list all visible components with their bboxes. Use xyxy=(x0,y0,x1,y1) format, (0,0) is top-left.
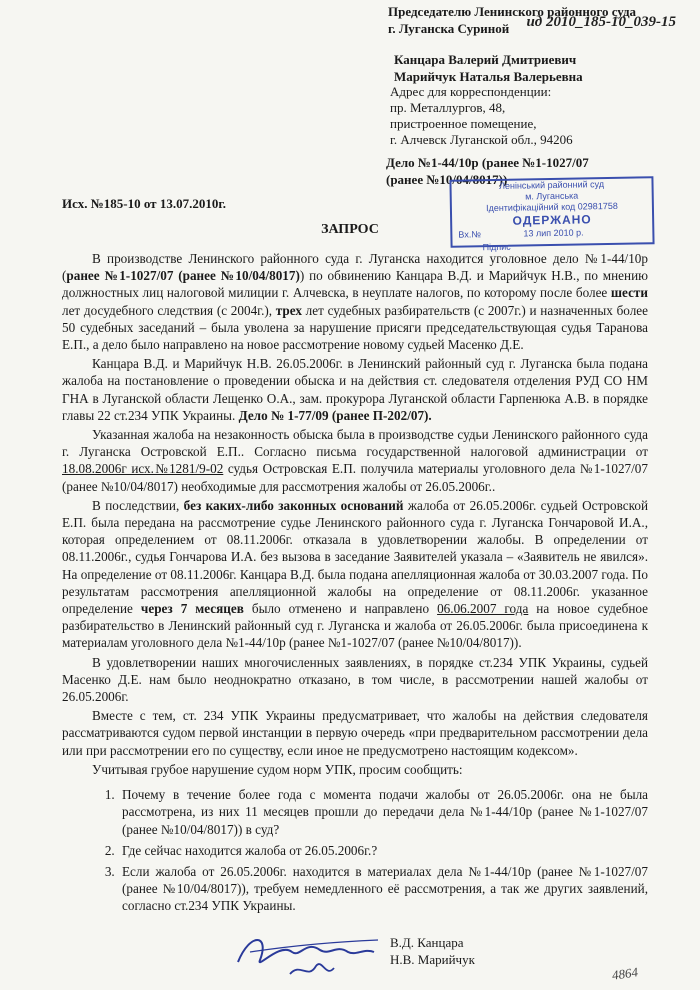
signer-name: В.Д. Канцара xyxy=(390,935,464,950)
text: В производстве Ленинского районного суда г. Луганска находится уголовное дело №1-44/10р ( xyxy=(62,251,648,284)
file-reference: ид 2010_185-10_039-15 xyxy=(526,14,676,30)
sender-name: Канцара Валерий Дмитриевич xyxy=(394,52,577,67)
case-number-line: (ранее №10/04/8017)) xyxy=(386,172,508,187)
paragraph xyxy=(62,355,648,424)
text-underlined: 18.08.2006г исх.№1281/9-02 xyxy=(62,461,224,477)
text-bold: трех xyxy=(275,302,302,318)
text: ) по обвинению Канцара В.Д. и Марийчук Н.В., по мнению должностных лиц налоговой милиции г. Алчевска, в неуплате налогов, по которому после более xyxy=(62,268,648,301)
text: судья Островская Е.П. получила материалы уголовного дела №1-1027/07 (ранее №10/04/8017) необходимые для рассмотрения жалобы от 26.05.2006г.. xyxy=(62,461,648,494)
text-underlined: 06.06.2007 года xyxy=(437,601,529,617)
paragraph: Учитывая грубое нарушение судом норм УПК, просим сообщить: xyxy=(92,761,463,777)
text: на новое судебное разбирательство в Ленинский районный суд г. Луганска и жалоба от 26.05.2006г. была присоединена к материалам уголовного дела №1-44/10р (ранее №1-1027/07 (ранее №10/04/8017)). xyxy=(62,601,649,651)
stamp-sign-label: Підпис xyxy=(482,241,511,253)
stamp-in-label: Вх.№ xyxy=(458,229,482,240)
request-item: 1. Почему в течение более года с момента подачи жалобы от 26.05.2006г. она не была рассмотрена, из них 11 месяцев прошли до передачи дела №1-44/10р (ранее №1-1027/07 (ранее №10/04/8017)) в суд? xyxy=(118,786,648,838)
text-bold: через 7 месяцев xyxy=(140,601,244,617)
case-number-line: Дело №1-44/10р (ранее №1-1027/07 xyxy=(386,155,589,170)
text-bold: шести xyxy=(610,285,648,301)
address-line: пристроенное помещение, xyxy=(390,116,537,131)
sender-name: Марийчук Наталья Валерьевна xyxy=(394,69,583,84)
addressee-line: Председателю Ленинского районного суда xyxy=(388,4,637,19)
document-title: ЗАПРОС xyxy=(321,222,379,237)
handwritten-signature xyxy=(230,922,380,982)
outgoing-number: Исх. №185-10 от 13.07.2010г. xyxy=(62,196,227,211)
paragraph xyxy=(62,426,648,495)
request-item: 2. Где сейчас находится жалоба от 26.05.2006г.? xyxy=(118,842,648,859)
paragraph: В удовлетворении наших многочисленных заявлениях, в порядке ст.234 УПК Украины, судьей Масенко Д.Е. нам было неоднократно отказано, в том числе, в рассмотрении нашей жалобы от 26.05.2006г. xyxy=(62,654,648,705)
addressee-block xyxy=(388,3,636,37)
document-body xyxy=(62,250,648,919)
text: Указанная жалоба на незаконность обыска была в производстве судьи Ленинского районного суда г. Луганска Островской Е.П.. Согласно письма государственной налоговой администрации от xyxy=(62,427,648,460)
text: В последствии, xyxy=(92,497,184,513)
stamp-received: ОДЕРЖАНО xyxy=(512,212,592,228)
addressee-line: г. Луганска Суриной xyxy=(388,21,510,36)
text: было отменено и направлено xyxy=(243,601,438,617)
signers-block xyxy=(390,934,475,968)
stamp-code: Ідентифікаційний код 02981758 xyxy=(485,200,618,214)
text-bold: без каких-либо законных оснований xyxy=(183,497,404,513)
text: лет досудебного следствия (с 2004г.), xyxy=(62,302,276,318)
correspondence-address xyxy=(390,84,573,148)
text-bold: ранее №1-1027/07 (ранее №10/04/8017) xyxy=(66,268,300,284)
paragraph xyxy=(62,250,648,353)
handwritten-number: 4864 xyxy=(611,964,639,983)
stamp-city: м. Луганська xyxy=(525,190,579,202)
text: лет судебных разбирательств (с 2007г.) и назначенных более 50 судебных заседаний – была уволена за нарушение присяги председательствующая судья Таранова Е.П., а дело было направлено на новое рассмотрение новому судьей Масенко Д.Е. xyxy=(62,302,648,353)
paragraph xyxy=(62,497,648,652)
address-line: пр. Металлургов, 48, xyxy=(390,100,506,115)
text: жалоба от 26.05.2006г. судьей Островской Е.П. была передана на рассмотрение судье Ленинского районного суда г. Луганска Гончаровой И.А., которая определением от 08.11.2006г. отказала в удовлетворении жалобы. В определении от 08.11.2006г., судья Гончарова И.А. без вызова в заседание Заявителей указала – «Заявитель не явился». На определение от 08.11.2006г. Канцара В.Д. была подана апелляционная жалоба от 30.03.2007 года. По результатам рассмотрения апелляционной жалобы на определение от 08.11.2006г. указанное определение xyxy=(62,497,649,617)
request-item: 3. Если жалоба от 26.05.2006г. находится в материалах дела №1-44/10р (ранее №1-1027/07 (ранее №10/04/8017)), требуем немедленного её рассмотрения, а так же других заявлений, согласно ст.234 УПК Украины. xyxy=(118,863,648,915)
request-list xyxy=(62,786,648,914)
text: Канцара В.Д. и Марийчук Н.В. 26.05.2006г. в Ленинский районный суд г. Луганска была подана жалоба на постановление о проведении обыска и на действия ст. следователя отделения РУД СО НМ ГНА в Луганской области Лещенко О.А., зам. прокурора Луганской области Гарпенюка А.В. в порядке главы 22 ст.234 УПК Украины. xyxy=(62,356,648,423)
paragraph: Вместе с тем, ст. 234 УПК Украины предусматривает, что жалобы на действия следователя рассматриваются судом первой инстанции в первую очередь «при предварительном рассмотрении дела или при рассмотрении его по существу, если иное не предусмотрено настоящим кодексом». xyxy=(62,708,648,758)
senders-block xyxy=(394,51,583,85)
address-line: г. Алчевск Луганской обл., 94206 xyxy=(390,132,573,147)
signer-name: Н.В. Марийчук xyxy=(390,952,475,967)
address-label: Адрес для корреспонденции: xyxy=(390,84,552,99)
stamp-court-name: Ленінський районний суд xyxy=(498,179,605,191)
text-bold: Дело № 1-77/09 (ранее П-202/07). xyxy=(238,407,432,423)
stamp-date: 13 лип 2010 р. xyxy=(523,227,584,239)
